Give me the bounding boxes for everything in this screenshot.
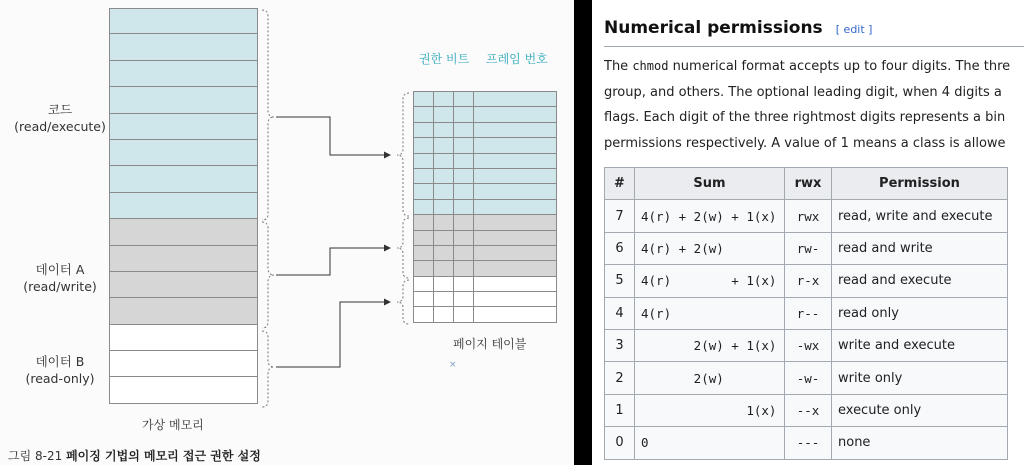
cell-sum: 0	[635, 427, 785, 459]
table-row	[605, 297, 1008, 329]
figure-caption	[8, 447, 261, 464]
virtual-memory-label: 가상 메모리	[142, 418, 204, 432]
permissions-table	[604, 167, 1008, 460]
table-row	[605, 265, 1008, 297]
section-paragraph	[604, 54, 1024, 156]
cell-permission: write only	[832, 362, 1008, 394]
paragraph-line: flags. Each digit of the three rightmost digits represents a bin	[604, 110, 1006, 125]
cell-sum: 2(w) + 1(x)	[635, 329, 785, 361]
caption-number: 그림 8-21	[8, 449, 63, 463]
col-header-number: #	[605, 168, 635, 200]
cell-permission: read only	[832, 297, 1008, 329]
paragraph-line: group, and others. The optional leading digit, when 4 digits a	[604, 84, 1002, 100]
table-row	[605, 329, 1008, 361]
arrow-data-a	[276, 248, 390, 275]
arrow-code	[276, 117, 390, 155]
col-header-sum: Sum	[635, 168, 785, 200]
cell-rwx: rwx	[785, 200, 832, 232]
section-heading: Numerical permissions	[604, 18, 823, 38]
wiki-panel	[592, 0, 1024, 465]
pt-brace-data-b	[397, 280, 409, 324]
cell-rwx: r-x	[785, 265, 832, 297]
table-row	[605, 232, 1008, 264]
segment-label-data-b: 데이터 B (read-only)	[25, 354, 95, 386]
cell-sum: 4(r)	[635, 297, 785, 329]
segment-label-data-a: 데이터 A (read/write)	[23, 262, 97, 294]
table-row	[605, 427, 1008, 459]
permission-bits-header: 권한 비트	[419, 52, 470, 66]
brace-data-b	[262, 331, 274, 407]
brace-code	[262, 10, 274, 220]
cell-permission: read and write	[832, 232, 1008, 264]
cell-sum: 2(w)	[635, 362, 785, 394]
paragraph-line: permissions respectively. A value of 1 means a class is allowe	[604, 135, 1006, 151]
cell-rwx: ---	[785, 427, 832, 459]
table-header-row	[605, 168, 1008, 200]
cell-sum: 4(r) + 2(w)	[635, 232, 785, 264]
cell-sum: 4(r) + 1(x)	[635, 265, 785, 297]
section-heading-row	[604, 18, 872, 38]
cell-number: 6	[605, 232, 635, 264]
brace-data-a	[262, 222, 274, 328]
cell-number: 1	[605, 394, 635, 426]
cell-rwx: r--	[785, 297, 832, 329]
pt-brace-data-a	[397, 218, 409, 278]
heading-rule	[604, 46, 1024, 47]
chmod-code: chmod	[632, 59, 669, 73]
paragraph-line: The chmod numerical format accepts up to four digits. The thre	[604, 59, 1011, 74]
cell-permission: none	[832, 427, 1008, 459]
cell-sum: 4(r) + 2(w) + 1(x)	[635, 200, 785, 232]
col-header-rwx: rwx	[785, 168, 832, 200]
segment-label-code: 코드 (read/execute)	[14, 102, 106, 134]
table-row	[605, 200, 1008, 232]
cell-rwx: --x	[785, 394, 832, 426]
window-divider	[574, 0, 592, 465]
cell-rwx: -w-	[785, 362, 832, 394]
cell-sum: 1(x)	[635, 394, 785, 426]
table-row	[605, 394, 1008, 426]
cell-permission: read, write and execute	[832, 200, 1008, 232]
cell-permission: read and execute	[832, 265, 1008, 297]
arrow-data-b	[276, 302, 390, 367]
col-header-permission: Permission	[832, 168, 1008, 200]
cell-number: 5	[605, 265, 635, 297]
frame-number-header: 프레임 번호	[486, 52, 548, 66]
caption-title: 페이징 기법의 메모리 접근 권한 설정	[66, 449, 261, 463]
table-row	[605, 362, 1008, 394]
cell-number: 2	[605, 362, 635, 394]
cell-rwx: rw-	[785, 232, 832, 264]
pt-brace-code	[397, 93, 409, 216]
cell-number: 3	[605, 329, 635, 361]
cell-rwx: -wx	[785, 329, 832, 361]
small-mark: ×	[449, 360, 457, 370]
cell-number: 4	[605, 297, 635, 329]
cell-number: 0	[605, 427, 635, 459]
cell-permission: write and execute	[832, 329, 1008, 361]
cell-permission: execute only	[832, 394, 1008, 426]
edit-link[interactable]: [ edit ]	[835, 23, 873, 36]
page-table-label: 페이지 테이블	[453, 337, 527, 351]
cell-number: 7	[605, 200, 635, 232]
